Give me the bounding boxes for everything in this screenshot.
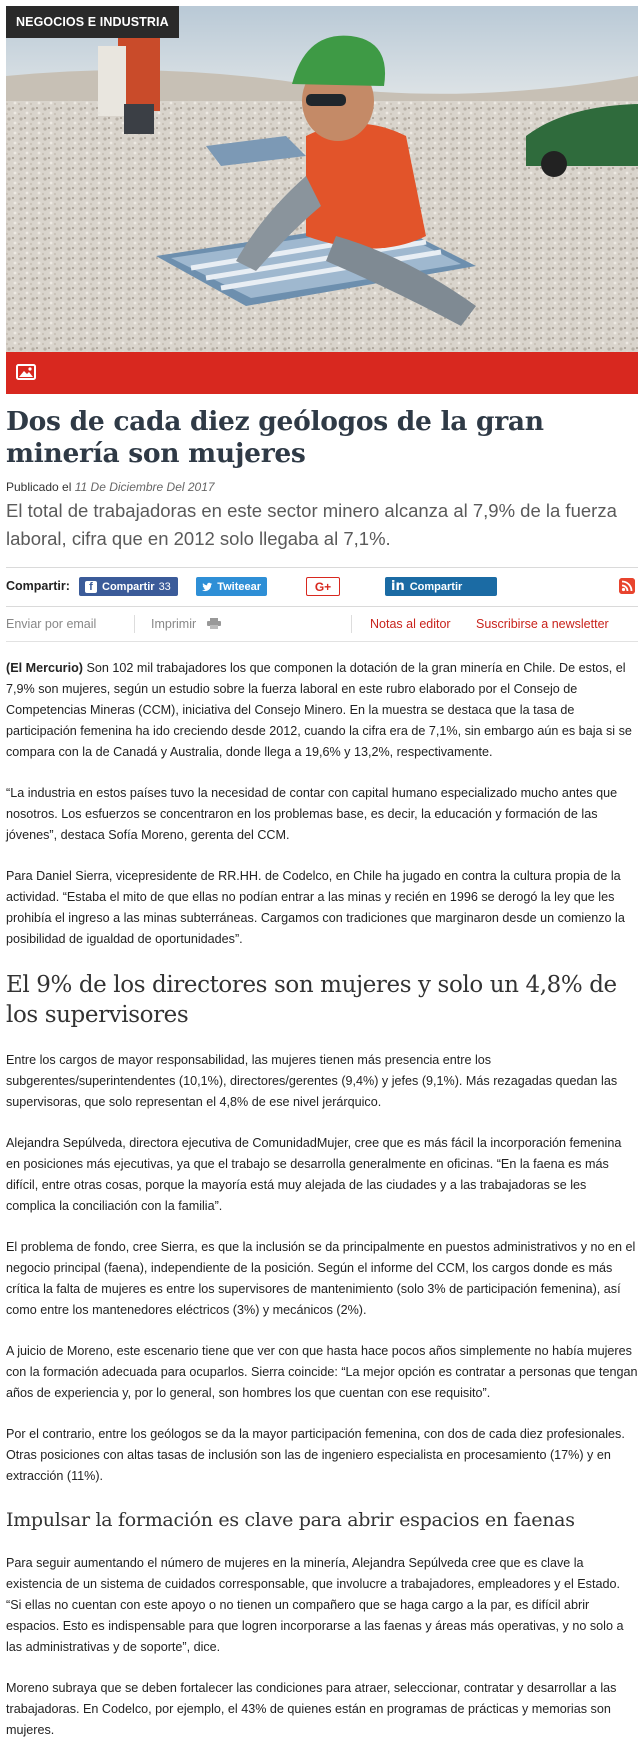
section-heading: El 9% de los directores son mujeres y solo un 4,8% de los supervisores [6,972,617,1028]
share-label: Compartir: [6,579,70,593]
source-label: (El Mercurio) [6,661,83,675]
article-actions [6,607,638,642]
paragraph: Alejandra Sepúlveda, directora ejecutiva de ComunidadMujer, cree que es más fácil la incorporación femenina en posiciones más ejecutivas, ya que el trabajo se desarrolla generalmente en oficinas. “En la faena es más difícil, entre otras cosas, porque la mayoría está muy alejada de las ciudades y a las trabajadoras se les complica la conciliación con la familia”. [6,1136,622,1213]
twitter-icon [202,582,212,592]
paragraph: El problema de fondo, cree Sierra, es que la inclusión se da principalmente en puestos administrativos y no en el negocio principal (faena), independiente de la posición. Según el informe del CCM, los cargos donde es más crítica la falta de mujeres es entre los supervisores de mantenimiento (solo 3% de participación femenina), así como entre los mantenedores eléctricos (3%) y mecánicos (2%). [6,1240,636,1317]
print-link[interactable]: Imprimir [151,617,197,631]
newsletter-link[interactable]: Suscribirse a newsletter [476,617,609,631]
image-icon[interactable] [16,364,36,380]
article-body [6,658,638,1741]
printer-icon[interactable] [207,618,221,629]
facebook-share-count: 33 [158,580,171,593]
divider [134,615,135,633]
section-badge[interactable]: NEGOCIOS E INDUSTRIA [6,6,179,38]
subsection-heading: Impulsar la formación es clave para abrir espacios en faenas [6,1509,575,1531]
rss-icon[interactable] [619,578,635,594]
twitter-share-label: Twiteear [217,580,261,593]
twitter-share-button[interactable] [196,577,267,596]
paragraph: Entre los cargos de mayor responsabilidad, las mujeres tienen más presencia entre los subgerentes/superintendentes (10,1%), directores/gerentes (9,4%) y jefes (9,1%). Más rezagadas quedan las supervisoras, que solo representan el 4,8% de ese nivel jerárquico. [6,1053,618,1109]
published-line [6,480,638,494]
hero-photo[interactable] [6,6,638,394]
facebook-icon: f [85,581,97,593]
article-lede: El total de trabajadoras en este sector minero alcanza al 7,9% de la fuerza laboral, cifra que en 2012 solo llegaba al 7,1%. [6,500,617,549]
paragraph: A juicio de Moreno, este escenario tiene que ver con que hasta hace pocos años simplemente no había mujeres con la formación adecuada para ocuparlos. Sierra coincide: “La mejor opción es contratar a personas que tengan años de experiencia y, por lo general, son hombres los que cuentan con ese requisito”. [6,1344,638,1400]
photo-caption-bar [6,352,638,394]
facebook-share-button[interactable] [79,577,178,596]
paragraph: Para Daniel Sierra, vicepresidente de RR.HH. de Codelco, en Chile ha jugado en contra la cultura propia de la actividad. “Estaba el mito de que ellas no podían entrar a las minas y recién en 1996 se derogó la ley que les prohibía el ingreso a las minas subterráneas. Cargamos con tradiciones que marginaron desde un comienzo la posibilidad de igualdad de oportunidades”. [6,869,625,946]
paragraph: Moreno subraya que se deben fortalecer las condiciones para atraer, seleccionar, contratar y desarrollar a las trabajadoras. En Codelco, por ejemplo, el 43% de quienes están en programas de prácticas y memorias son mujeres. [6,1681,617,1737]
email-link[interactable]: Enviar por email [6,617,97,631]
linkedin-share-label: Compartir [409,580,463,593]
divider [351,615,352,633]
hero-illustration [6,6,638,394]
article-title: Dos de cada diez geólogos de la gran minería son mujeres [6,406,544,469]
paragraph: Para seguir aumentando el número de mujeres en la minería, Alejandra Sepúlveda cree que es clave la existencia de un sistema de cuidados corresponsable, que involucre a trabajadores, empleadores y el Estado. “Si ellas no cuentan con este apoyo o no tienen un compañero que se haga cargo a la par, es difícil abrir espacios. Esto es indispensable para que logren incorporarse a las faenas y áreas más operativas, y no solo a las administrativas y de soporte”, dice. [6,1556,624,1654]
published-prefix: Publicado el [6,480,72,494]
share-bar [6,567,638,607]
paragraph: “La industria en estos países tuvo la necesidad de contar con capital humano especializado mucho antes que nosotros. Los esfuerzos se concentraron en los problemas base, es decir, la educación y formación de las jóvenes”, destaca Sofía Moreno, gerenta del CCM. [6,786,618,842]
linkedin-share-button[interactable] [385,577,497,596]
paragraph [6,658,638,763]
paragraph-text: Son 102 mil trabajadores los que componen la dotación de la gran minería en Chile. De estos, el 7,9% son mujeres, según un estudio sobre la fuerza laboral en este rubro elaborado por el Consejo de Competencias Mineras (CCM), iniciativa del Consejo Minero. En la muestra se destaca que la tasa de participación femenina ha ido creciendo desde 2012, cuando la cifra era de 7,1%, sin embargo aún es baja si se compara con la de Canadá y Australia, donde llega a 19,6% y 13,2%, respectivamente. [6,661,632,759]
linkedin-icon: in [391,579,405,594]
editor-notes-link[interactable]: Notas al editor [370,617,451,631]
paragraph: Por el contrario, entre los geólogos se da la mayor participación femenina, con dos de cada diez profesionales. Otras posiciones con altas tasas de inclusión son las de ingeniero especialista en procesamiento (17%) y en extracción (11%). [6,1427,625,1483]
facebook-share-label: Compartir [102,580,155,593]
googleplus-share-button[interactable]: G+ [306,577,340,596]
article-page [6,6,638,1761]
published-date: 11 De Diciembre Del 2017 [74,480,215,494]
